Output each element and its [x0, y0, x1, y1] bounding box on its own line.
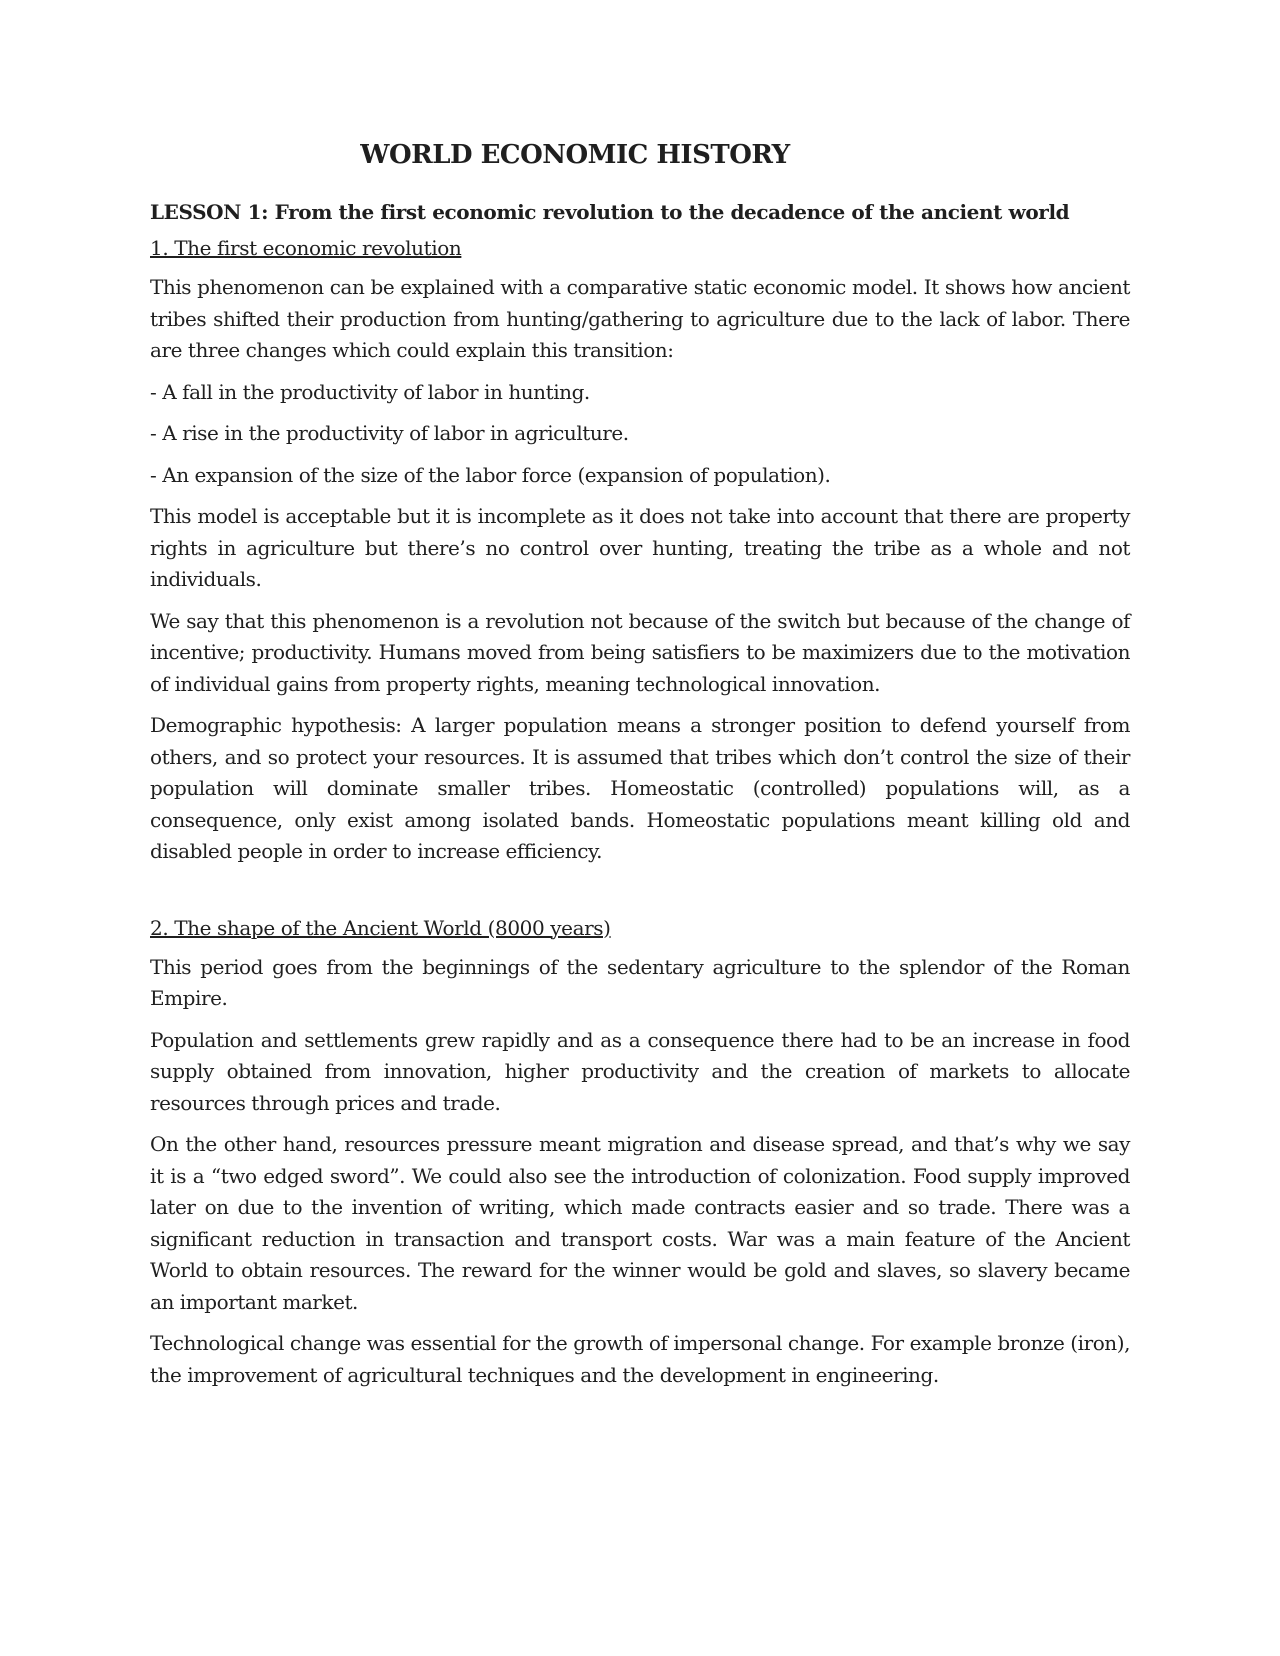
paragraph: On the other hand, resources pressure meant migration and disease spread, and that’s why we say it is a “two edged sword”. We could also see the introduction of colonization. Food supply improved later on due to the invention of writing, which made contracts easier and so trade. There was a significant reduction in transaction and transport costs. War was a main feature of the Ancient World to obtain resources. The reward for the winner would be gold and slaves, so slavery became an important market.: [150, 1132, 1130, 1314]
bullet-item: - A rise in the productivity of labor in agriculture.: [150, 421, 629, 445]
paragraph: Technological change was essential for the growth of impersonal change. For example bronze (iron), the improvement of agricultural techniques and the development in engineering.: [150, 1331, 1130, 1387]
document-page: [150, 140, 1130, 1401]
paragraph: This model is acceptable but it is incomplete as it does not take into account that there are property rights in agriculture but there’s no control over hunting, treating the tribe as a whole and not individuals.: [150, 504, 1130, 591]
bullet-item: - A fall in the productivity of labor in hunting.: [150, 379, 590, 404]
paragraph: We say that this phenomenon is a revolution not because of the switch but because of the change of incentive; productivity. Humans moved from being satisfiers to be maximizers due to the motivation of individual gains from property rights, meaning technological innovation.: [150, 608, 1130, 696]
document-title: WORLD ECONOMIC HISTORY: [360, 140, 790, 170]
spacer: [150, 878, 1130, 916]
paragraph: Demographic hypothesis: A larger population means a stronger position to defend yourself from others, and so protect your resources. It is assumed that tribes which don’t control the size of their population will dominate smaller tribes. Homeostatic (controlled) populations will, as a consequence, only exist among isolated bands. Homeostatic populations meant killing old and disabled people in order to increase efficiency.: [150, 713, 1130, 863]
section-heading-1: 1. The first economic revolution: [150, 236, 462, 260]
section-heading-2: 2. The shape of the Ancient World (8000 years): [150, 915, 611, 940]
paragraph: This phenomenon can be explained with a comparative static economic model. It shows how ancient tribes shifted their production from hunting/gathering to agriculture due to the lack of labor. There are three changes which could explain this transition:: [150, 275, 1130, 362]
bullet-item: - An expansion of the size of the labor force (expansion of population).: [150, 462, 831, 487]
lesson-heading: LESSON 1: From the first economic revolution to the decadence of the ancient world: [150, 200, 1070, 224]
paragraph: This period goes from the beginnings of the sedentary agriculture to the splendor of the Roman Empire.: [150, 954, 1130, 1010]
paragraph: Population and settlements grew rapidly and as a consequence there had to be an increase in food supply obtained from innovation, higher productivity and the creation of markets to allocate resources through prices and trade.: [150, 1027, 1130, 1115]
